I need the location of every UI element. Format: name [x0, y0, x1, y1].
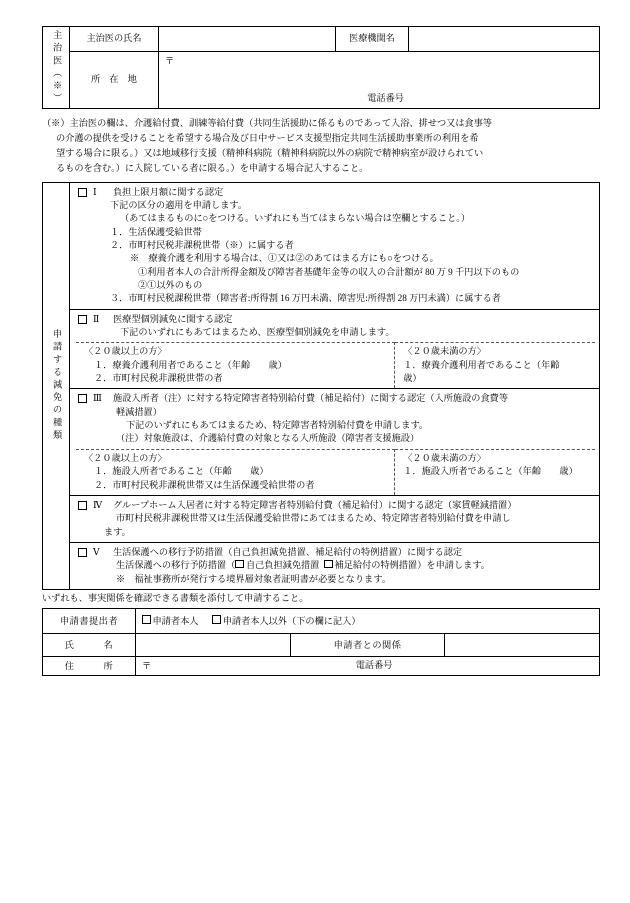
- note-line-3: 望する場合に限る。）又は地域移行支援（精神科病院（精神科病院以外の病院で精神病室が設けられてい: [56, 147, 484, 158]
- section-2-age-right: [395, 343, 595, 389]
- section-3-left-item-2[interactable]: ２．市町村民税非課税世帯又は生活保護受給世帯の者: [94, 479, 315, 490]
- note-line-4: るものを含む。）に入院している者に限る。）を申請する場合記入すること。: [56, 162, 369, 173]
- section-3-left-header: 〈２０歳以上の方〉: [84, 452, 167, 463]
- section-1: [70, 182, 600, 309]
- section-1-suboption-2[interactable]: ②①以外のもの: [138, 280, 203, 291]
- reduction-side-label: 申請する減免の種類: [51, 329, 62, 443]
- section-5-choice-line: [76, 559, 595, 572]
- applicant-address-value[interactable]: [136, 657, 600, 676]
- table-row: [43, 182, 600, 309]
- section-2-left-header: 〈２０歳以上の方〉: [84, 346, 167, 357]
- note-line-2: の介護の提供を受けることを希望する場合及び日中サービス支援型指定共同生活援助事業所の利用を希: [56, 132, 479, 143]
- reduction-types-table: [42, 182, 600, 590]
- relation-value[interactable]: [445, 634, 600, 657]
- section-3: [70, 389, 600, 495]
- checkbox-section-2-icon[interactable]: [78, 315, 87, 324]
- doctor-name-value[interactable]: [159, 27, 336, 52]
- section-1-option-3[interactable]: ３．市町村民税課税世帯（障害者:所得割 16 万円未満、障害児:所得割 28 万円未満）に属する者: [110, 293, 501, 304]
- section-1-option-2[interactable]: ２．市町村民税非課税世帯（※）に属する者: [110, 240, 294, 250]
- section-3-age-left: [76, 449, 395, 495]
- section-4-roman: Ⅳ: [93, 499, 103, 510]
- checkbox-section-5-icon[interactable]: [78, 548, 87, 557]
- table-row: [43, 657, 600, 676]
- applicant-address-label: 住 所: [43, 657, 136, 676]
- section-1-note: ※ 療養介護を利用する場合は、①又は②のあてはまる方にも○をつける。: [130, 253, 439, 264]
- section-3-line-1: 下記のいずれにもあてはまるため、特定障害者特別給付費を申請します。: [126, 420, 429, 431]
- section-3-title: 施設入所者（注）に対する特定障害者特別給付費（補足給付）に関する認定（入所施設の食費等: [113, 393, 509, 404]
- section-1-line-1: 下記の区分の適用を申請します。: [110, 199, 248, 210]
- section-5-prefix: 生活保護への移行予防措置（: [116, 560, 236, 571]
- section-4-line-1: 市町村民税非課税世帯又は生活保護受給世帯にあてはまるため、特定障害者特別給付費を申請し: [116, 513, 511, 524]
- section-3-right-header: 〈２０歳未満の方〉: [403, 452, 486, 463]
- checkbox-applicant-other-icon[interactable]: [212, 615, 221, 624]
- submitter-options: [136, 609, 600, 634]
- table-row: [76, 449, 595, 495]
- section-3-line-2: （注）対象施設は、介護給付費の対象となる入所施設（障害者支援施設）: [116, 433, 420, 444]
- section-1-header[interactable]: [76, 186, 595, 199]
- medical-org-value[interactable]: [409, 27, 600, 52]
- doctor-tel-label: 電話番号: [367, 92, 404, 103]
- section-2-right-header: 〈２０歳未満の方〉: [403, 346, 486, 357]
- doctor-address-value[interactable]: [159, 52, 600, 109]
- section-3-left-item-1[interactable]: １．施設入所者であること（年齢 歳）: [94, 466, 269, 477]
- table-row: [43, 389, 600, 495]
- attachment-note: いずれも、事実関係を確認できる書類を添付して申請すること。: [42, 592, 309, 603]
- checkbox-section-4-icon[interactable]: [78, 501, 87, 510]
- checkbox-supplementary-benefit-special-icon[interactable]: [324, 560, 333, 569]
- section-3-age-panel: [76, 449, 595, 495]
- doctor-note: [42, 116, 600, 176]
- section-2: [70, 309, 600, 389]
- section-1-suboption-1[interactable]: ①利用者本人の合計所得金額及び障害者基礎年金等の収入の合計額が 80 万 9 千円以下のもの: [138, 266, 520, 277]
- table-row: [43, 634, 600, 657]
- checkbox-applicant-self-icon[interactable]: [142, 615, 151, 624]
- section-2-age-left: [76, 343, 395, 389]
- note-line-1: （※）主治医の欄は、介護給付費、訓練等給付費（共同生活援助に係るものであって入浴、排せつ又は食事等: [42, 118, 493, 128]
- section-2-line-1: 下記のいずれにもあてはまるため、医療型個別減免を申請します。: [120, 327, 395, 338]
- section-2-left-item-1[interactable]: １．療養介護利用者であること（年齢 歳）: [94, 359, 287, 370]
- section-5-header[interactable]: [76, 546, 595, 559]
- applicant-name-value[interactable]: [136, 634, 291, 657]
- section-3-age-right: [395, 449, 595, 495]
- table-row: [43, 27, 600, 52]
- section-4: [70, 495, 600, 542]
- applicant-tel-label: 電話番号: [355, 659, 393, 670]
- doctor-side-label: 主治医（※）: [51, 29, 62, 106]
- relation-label: 申請者との関係: [290, 634, 445, 657]
- table-row: [43, 309, 600, 389]
- reduction-side-label-cell: [43, 182, 70, 589]
- doctor-address-label: 所 在 地: [70, 52, 159, 109]
- section-5-title: 生活保護への移行予防措置（自己負担減免措置、補足給付の特例措置）に関する認定: [113, 546, 463, 557]
- submitter-option-1[interactable]: 申請者本人: [152, 615, 199, 626]
- section-5-footnote: ※ 福祉事務所が発行する境界層対象者証明書が必要となります。: [116, 573, 391, 584]
- doctor-name-label: 主治医の氏名: [70, 27, 159, 52]
- section-4-header[interactable]: [76, 499, 595, 512]
- medical-org-label: 医療機関名: [336, 27, 409, 52]
- section-5-option-2[interactable]: 補足給付の特例措置: [334, 560, 418, 571]
- section-1-roman: Ⅰ: [93, 186, 97, 197]
- section-5-roman: Ⅴ: [93, 546, 100, 557]
- submitter-label: 申請書提出者: [43, 609, 136, 634]
- section-4-title: グループホーム入居者に対する特定障害者特別給付費（補足給付）に関する認定（家賃軽減措置）: [113, 499, 517, 510]
- section-2-left-item-2[interactable]: ２．市町村民税非課税世帯の者: [94, 373, 223, 384]
- section-2-title: 医療型個別減免に関する認定: [113, 313, 233, 324]
- postal-mark-icon: 〒: [165, 56, 175, 66]
- section-1-title: 負担上限月額に関する認定: [113, 186, 224, 197]
- table-row: [43, 52, 600, 109]
- table-row: [43, 609, 600, 634]
- doctor-table: [42, 26, 600, 109]
- table-row: [43, 495, 600, 542]
- applicant-name-label: 氏 名: [43, 634, 136, 657]
- section-4-line-2: ます。: [104, 526, 131, 537]
- table-row: [76, 343, 595, 389]
- table-row: [43, 542, 600, 589]
- section-3-title-cont: 軽減措置）: [116, 406, 162, 417]
- doctor-side-label-cell: [43, 27, 70, 109]
- section-2-right-item-1[interactable]: １．療養介護利用者であること（年齢 歳）: [403, 359, 578, 384]
- section-2-header[interactable]: [76, 313, 595, 326]
- section-1-line-2: （あてはまるものに○をつける。いずれにも当てはまらない場合は空欄とすること。）: [120, 213, 471, 224]
- checkbox-self-burden-reduction-icon[interactable]: [235, 560, 244, 569]
- section-5: [70, 542, 600, 589]
- section-5-option-1[interactable]: 自己負担減免措置: [245, 560, 320, 571]
- postal-mark-icon: 〒: [142, 661, 152, 672]
- section-3-roman: Ⅲ: [93, 393, 102, 404]
- checkbox-section-1-icon[interactable]: [78, 188, 87, 197]
- section-2-roman: Ⅱ: [93, 313, 100, 324]
- section-2-age-panel: [76, 342, 595, 388]
- applicant-table: [42, 608, 600, 676]
- submitter-option-2[interactable]: 申請者本人以外（下の欄に記入）: [222, 615, 361, 626]
- section-3-right-item-1[interactable]: １．施設入所者であること（年齢 歳）: [403, 466, 578, 477]
- checkbox-section-3-icon[interactable]: [78, 394, 87, 403]
- section-3-header[interactable]: [76, 392, 595, 405]
- section-5-suffix: ）を申請します。: [417, 560, 490, 571]
- section-1-option-1[interactable]: １．生活保護受給世帯: [110, 226, 202, 237]
